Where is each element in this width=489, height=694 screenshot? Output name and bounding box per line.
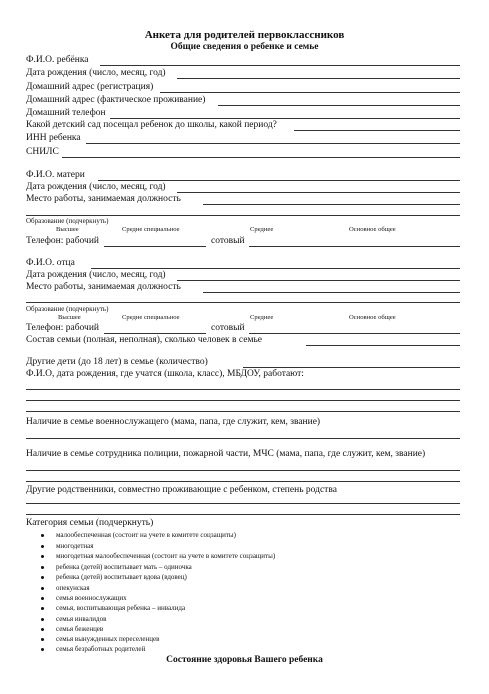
other-children-label: Другие дети (до 18 лет) в семье (количество) — [26, 357, 208, 367]
father-edu-option-1[interactable]: Высшее — [58, 314, 81, 321]
military-label: Наличие в семье военнослужащего (мама, папа, где служит, кем, звание) — [26, 417, 321, 427]
other-children-field[interactable] — [243, 367, 460, 368]
page-title: Анкета для родителей первоклассников — [144, 29, 345, 41]
mother-phone-work-label: Телефон: рабочий — [26, 236, 99, 246]
child-dob-label: Дата рождения (число, месяц, год) — [26, 68, 166, 78]
father-fio-field[interactable] — [91, 268, 460, 269]
police-label: Наличие в семье сотрудника полиции, пожарной части, МЧС (мама, папа, где служит, кем, звание) — [26, 449, 426, 459]
father-phone-mobile-label: сотовый — [211, 323, 245, 333]
mother-phone-mobile-field[interactable] — [249, 246, 460, 247]
child-inn-label: ИНН ребенка — [26, 133, 81, 143]
child-kindergarten-label: Какой детский сад посещал ребенок до школы, какой период? — [26, 120, 277, 130]
relatives-line-1[interactable] — [26, 503, 460, 504]
mother-edu-option-1[interactable]: Высшее — [56, 226, 79, 233]
police-line-1[interactable] — [26, 470, 460, 471]
child-phone-label: Домашний телефон — [26, 108, 106, 118]
bullet-icon — [41, 576, 44, 579]
other-children-details-line-2[interactable] — [26, 400, 460, 401]
other-children-details-label: Ф.И.О, дата рождения, где учатся (школа, класс), МБДОУ, работают: — [26, 369, 304, 379]
mother-work-field-2[interactable] — [26, 215, 460, 216]
child-kindergarten-field[interactable] — [294, 130, 460, 131]
family-composition-field[interactable] — [306, 345, 460, 346]
mother-edu-label: Образование (подчеркнуть) — [26, 217, 109, 225]
mother-edu-option-2[interactable]: Средне специальное — [122, 226, 180, 233]
father-edu-label: Образование (подчеркнуть) — [26, 305, 109, 313]
bullet-icon — [41, 566, 44, 569]
bullet-icon — [41, 648, 44, 651]
police-line-2[interactable] — [26, 481, 460, 482]
relatives-label: Другие родственники, совместно проживающие с ребенком, степень родства — [26, 485, 337, 495]
father-work-label: Место работы, занимаемая должность — [26, 282, 181, 292]
bullet-icon — [41, 597, 44, 600]
other-children-details-line-3[interactable] — [26, 411, 460, 412]
bullet-icon — [41, 587, 44, 590]
family-composition-label: Состав семьи (полная, неполная), сколько человек в семье — [26, 335, 263, 345]
mother-work-label: Место работы, занимаемая должность — [26, 194, 181, 204]
health-section-title: Состояние здоровья Вашего ребенка — [166, 655, 323, 665]
other-children-details-line-1[interactable] — [26, 389, 460, 390]
mother-dob-label: Дата рождения (число, месяц, год) — [26, 182, 166, 192]
child-snils-label: СНИЛС — [26, 147, 59, 157]
mother-phone-work-field[interactable] — [104, 246, 206, 247]
child-addr-fact-label: Домашний адрес (фактическое проживание) — [26, 95, 206, 105]
mother-edu-option-3[interactable]: Среднее — [250, 226, 274, 233]
father-fio-label: Ф.И.О. отца — [26, 258, 75, 268]
father-edu-option-4[interactable]: Основное общее — [349, 314, 396, 321]
child-inn-field[interactable] — [86, 143, 460, 144]
child-snils-field[interactable] — [62, 157, 460, 158]
military-line-1[interactable] — [26, 438, 460, 439]
mother-edu-option-4[interactable]: Основное общее — [349, 226, 396, 233]
mother-work-field[interactable] — [203, 204, 460, 205]
father-edu-option-3[interactable]: Среднее — [250, 314, 274, 321]
father-phone-work-field[interactable] — [104, 333, 206, 334]
father-edu-option-2[interactable]: Средне специальное — [122, 314, 180, 321]
bullet-icon — [41, 555, 44, 558]
bullet-icon — [41, 534, 44, 537]
bullet-icon — [41, 638, 44, 641]
child-phone-field[interactable] — [110, 118, 460, 119]
father-work-field[interactable] — [203, 292, 460, 293]
bullet-icon — [41, 628, 44, 631]
father-phone-work-label: Телефон: рабочий — [26, 323, 99, 333]
child-addr-reg-label: Домашний адрес (регистрация) — [26, 82, 154, 92]
mother-fio-field[interactable] — [98, 180, 460, 181]
child-addr-reg-field[interactable] — [160, 92, 460, 93]
page-subtitle: Общие сведения о ребенке и семье — [170, 42, 319, 52]
mother-dob-field[interactable] — [177, 192, 460, 193]
mother-phone-mobile-label: сотовый — [211, 236, 245, 246]
mother-fio-label: Ф.И.О. матери — [26, 170, 85, 180]
father-dob-field[interactable] — [177, 280, 460, 281]
father-work-field-2[interactable] — [26, 302, 460, 303]
child-addr-fact-field[interactable] — [218, 105, 460, 106]
bullet-icon — [41, 618, 44, 621]
child-dob-field[interactable] — [177, 78, 460, 79]
child-fio-label: Ф.И.О. ребёнка — [26, 55, 89, 65]
father-dob-label: Дата рождения (число, месяц, год) — [26, 270, 166, 280]
bullet-icon — [41, 545, 44, 548]
father-phone-mobile-field[interactable] — [249, 333, 460, 334]
bullet-icon — [41, 607, 44, 610]
category-label: Категория семьи (подчеркнуть) — [26, 518, 154, 528]
relatives-line-2[interactable] — [26, 514, 460, 515]
child-fio-field[interactable] — [100, 65, 460, 66]
